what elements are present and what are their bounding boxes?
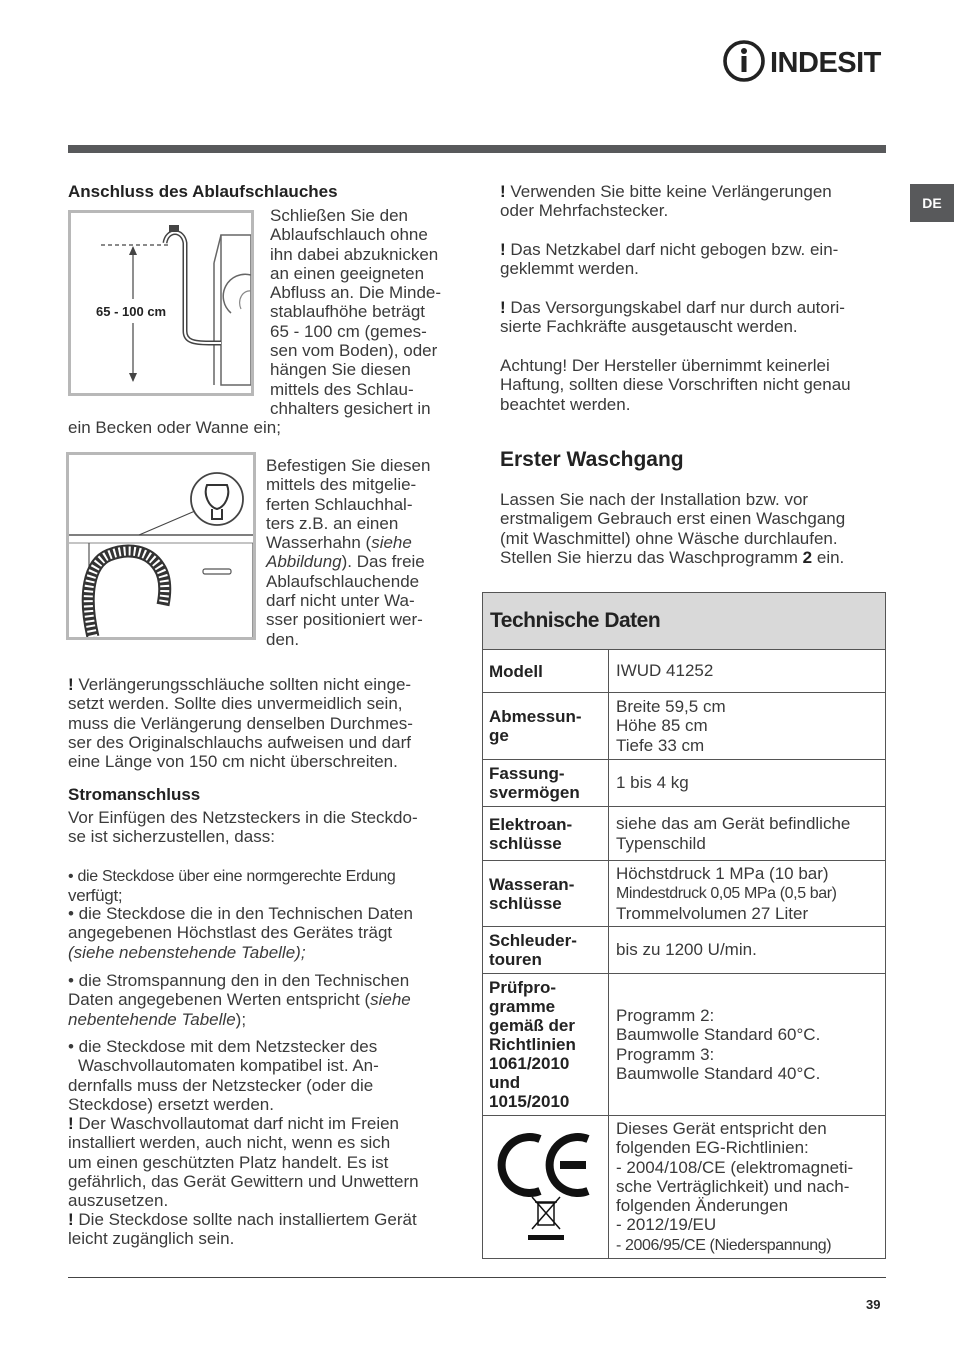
row-key: Fassung- svermögen: [483, 760, 609, 807]
row-key: Elektroan- schlüsse: [483, 807, 609, 861]
bullet-grounding: • die Steckdose über eine normgerechte Erdung verfügt;: [68, 868, 396, 906]
technical-data-table: [482, 592, 886, 1259]
power-heading: Stromanschluss: [68, 785, 201, 804]
hose-holder-figure: [66, 452, 256, 640]
row-key: Schleuder- touren: [483, 927, 609, 974]
brand-text: INDESIT: [770, 47, 881, 79]
table-row: [483, 974, 886, 1116]
drain-height-figure: [68, 210, 254, 396]
table-row: [483, 650, 886, 693]
bullet-max-load: • die Steckdose die in den Technischen Daten angegebenen Höchstlast des Gerätes trägt (siehe nebenstehende Tabelle);: [68, 904, 413, 962]
table-row: [483, 807, 886, 861]
warning-cable-replace: ! Das Versorgungskabel darf nur durch autori- sierte Fachkräfte ausgetauscht werden.: [500, 298, 845, 337]
bullet-voltage: • die Stromspannung den in den Technischen Daten angegebenen Werten entspricht (siehe nebentehende Tabelle);: [68, 971, 411, 1029]
height-label: 65 - 100 cm: [96, 304, 167, 319]
row-value: 1 bis 4 kg: [609, 760, 886, 807]
row-key: Abmessun- ge: [483, 693, 609, 760]
extension-warning: ! Verlängerungsschläuche sollten nicht einge- setzt werden. Sollte dies unvermeidlich sein, muss die Verlängerung denselben Durchmes- ser des Originalschlauchs aufweisen und darf eine Länge von 150 cm nicht überschreiten.: [68, 675, 413, 772]
weee-bin-icon: [528, 1197, 564, 1240]
table-title: Technische Daten: [483, 593, 886, 650]
row-key: Prüfpro- gramme gemäß der Richtlinien 1061/2010 und 1015/2010: [483, 974, 609, 1116]
attention-note: Achtung! Der Hersteller übernimmt keinerlei Haftung, sollten diese Vorschriften nicht genau beachtet werden.: [500, 356, 851, 414]
ce-mark-cell: [483, 1116, 609, 1259]
row-value: Dieses Gerät entspricht den folgenden EG-Richtlinien: - 2004/108/CE (elektromagneti- sche Verträglichkeit) und nach- folgenden Änderungen - 2012/19/EU - 2006/95/CE (Niederspannung): [609, 1116, 886, 1259]
bullet-plug-compatible: • die Steckdose mit dem Netzstecker des Waschvollautomaten kompatibel ist. An- dernfalls muss der Netzstecker (oder die Steckdose) ersetzt werden.: [68, 1037, 379, 1114]
access-warning: ! Die Steckdose sollte nach installiertem Gerät leicht zugänglich sein.: [68, 1210, 417, 1249]
table-row: [483, 693, 886, 760]
table-row: [483, 861, 886, 927]
outdoor-warning: ! Der Waschvollautomat darf nicht im Freien installiert werden, auch nicht, wenn es sich um einen geschützten Platz handelt. Es ist gefährlich, das Gerät Gewittern und Unwettern auszusetzen.: [68, 1114, 419, 1211]
row-value: Programm 2: Baumwolle Standard 60°C. Programm 3: Baumwolle Standard 40°C.: [609, 974, 886, 1116]
row-key: Modell: [483, 650, 609, 693]
header-rule: [68, 145, 886, 153]
warning-cable-bend: ! Das Netzkabel darf nicht gebogen bzw. ein- geklemmt werden.: [500, 240, 839, 279]
warning-extensions: ! Verwenden Sie bitte keine Verlängerungen oder Mehrfachstecker.: [500, 182, 832, 221]
indesit-logo: [722, 38, 888, 84]
ce-mark-icon: [496, 1125, 596, 1245]
drain-text-end: ein Becken oder Wanne ein;: [68, 418, 281, 437]
drain-text: Schließen Sie den Ablaufschlauch ohne ihn dabei abzuknicken an einen geeigneten Abfluss an. Die Minde- stablaufhöhe beträgt 65 - 100 cm (gemes- sen vom Boden), oder hängen Sie diesen mittels des Schlau- chhalters gesichert in: [270, 206, 442, 418]
table-row: [483, 760, 886, 807]
first-wash-text: Lassen Sie nach der Installation bzw. vor erstmaligem Gebrauch erst einen Waschgang (mit Waschmittel) ohne Wäsche durchlaufen. Stellen Sie hierzu das Waschprogramm 2 ein.: [500, 490, 846, 567]
row-key: Wasseran- schlüsse: [483, 861, 609, 927]
first-wash-heading: Erster Waschgang: [500, 448, 684, 471]
table-row: [483, 927, 886, 974]
row-value: siehe das am Gerät befindliche Typenschild: [609, 807, 886, 861]
language-tab: DE: [910, 184, 954, 222]
row-value: IWUD 41252: [609, 650, 886, 693]
fix-text: Befestigen Sie diesen mittels des mitgelie- ferten Schlauchhal- ters z.B. an einen Wasserhahn (siehe Abbildung). Das freie Ablaufschlauchende darf nicht unter Wa- sser positioniert wer- den.: [266, 456, 431, 649]
page-number: 39: [866, 1297, 881, 1312]
drain-heading: Anschluss des Ablaufschlauches: [68, 182, 338, 201]
row-value: bis zu 1200 U/min.: [609, 927, 886, 974]
row-value: Höchstdruck 1 MPa (10 bar) Mindestdruck 0,05 MPa (0,5 bar) Trommelvolumen 27 Liter: [609, 861, 886, 927]
row-value: Breite 59,5 cm Höhe 85 cm Tiefe 33 cm: [609, 693, 886, 760]
table-row: [483, 1116, 886, 1259]
footer-rule: [68, 1277, 886, 1278]
power-intro: Vor Einfügen des Netzsteckers in die Steckdo- se ist sicherzustellen, dass:: [68, 808, 418, 847]
